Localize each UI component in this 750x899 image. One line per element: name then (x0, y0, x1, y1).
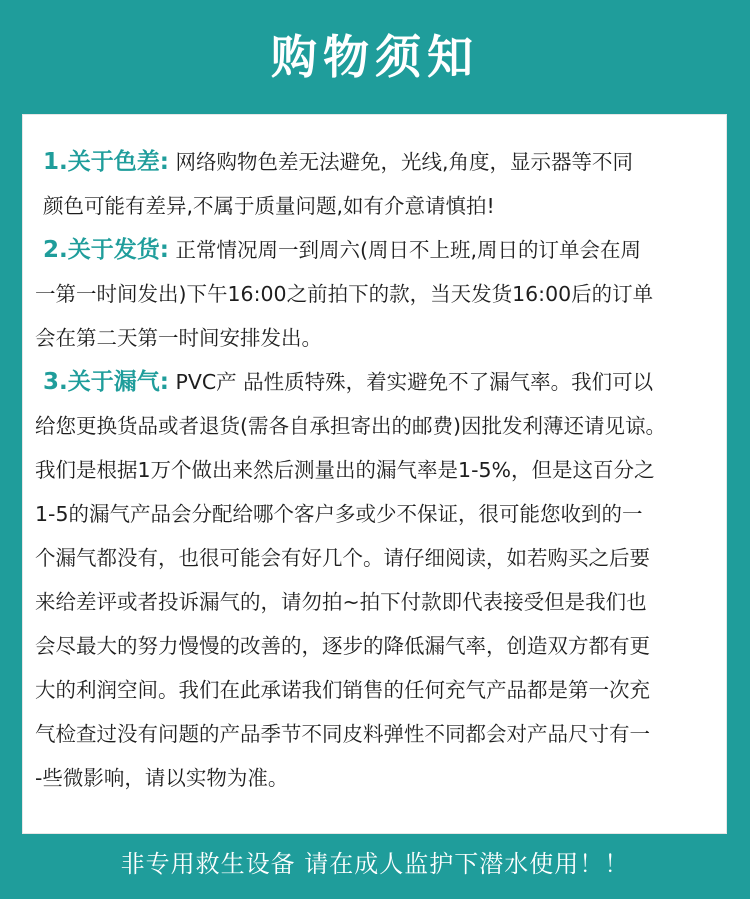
section-color-difference (35, 140, 725, 184)
section-label: 1.关于色差: (43, 149, 169, 175)
section-line: 大的利润空间。我们在此承诺我们销售的任何充气产品都是第一次充 (35, 678, 650, 702)
section-text: 正常情况周一到周六(周日不上班,周日的订单会在周 (168, 238, 641, 262)
section-text: 网络购物色差无法避免，光线,角度，显示器等不同 (168, 150, 633, 174)
section-line: 气检查过没有问题的产品季节不同皮料弹性不同都会对产品尺寸有一 (35, 722, 650, 746)
section-label: 2.关于发货: (43, 237, 169, 263)
notice-body (35, 140, 725, 800)
section-line: -些微影响，请以实物为准。 (35, 766, 289, 790)
section-line: 给您更换货品或者退货(需各自承担寄出的邮费)因批发利薄还请见谅。 (35, 414, 666, 438)
section-line: 一第一时间发出)下午16:00之前拍下的款，当天发货16:00后的订单 (35, 282, 654, 306)
section-line: 我们是根据1万个做出来然后测量出的漏气率是1-5%，但是这百分之 (35, 458, 655, 482)
section-label: 3.关于漏气: (43, 369, 169, 395)
section-line: 1-5的漏气产品会分配给哪个客户多或少不保证，很可能您收到的一 (35, 502, 643, 526)
section-text: PVC产 品性质特殊，着实避免不了漏气率。我们可以 (168, 370, 654, 394)
section-line: 个漏气都没有，也很可能会有好几个。请仔细阅读，如若购买之后要 (35, 546, 650, 570)
section-shipping (35, 228, 725, 272)
page-title: 购物须知 (271, 30, 479, 84)
section-air-leak (35, 360, 725, 404)
section-line: 颜色可能有差异,不属于质量问题,如有介意请慎拍! (43, 194, 495, 218)
safety-notice: 非专用救生设备 请在成人监护下潜水使用！！ (120, 850, 630, 878)
section-line: 来给差评或者投诉漏气的，请勿拍~拍下付款即代表接受但是我们也 (35, 590, 647, 614)
section-line: 会在第二天第一时间安排发出。 (35, 326, 322, 350)
section-line: 会尽最大的努力慢慢的改善的，逐步的降低漏气率，创造双方都有更 (35, 634, 650, 658)
